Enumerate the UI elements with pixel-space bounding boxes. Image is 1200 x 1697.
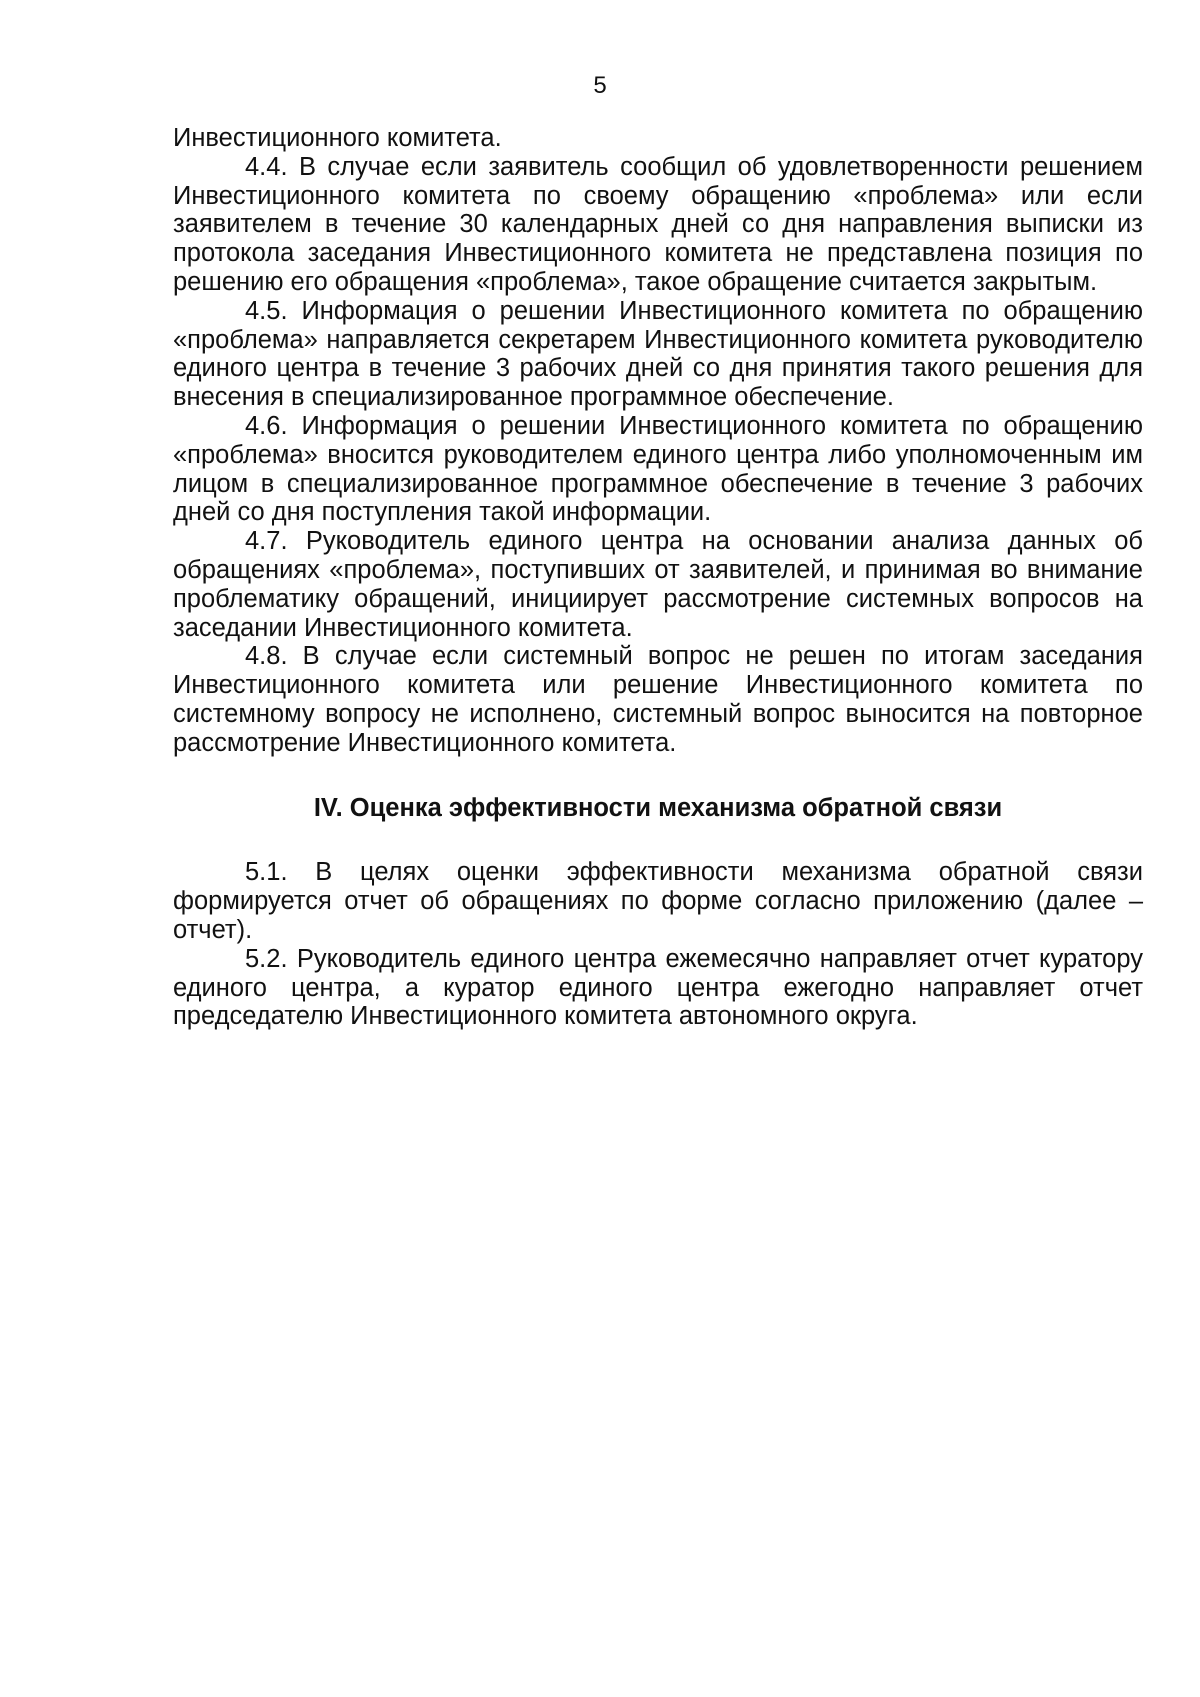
paragraph-5-2: 5.2. Руководитель единого центра ежемесячно направляет отчет куратору единого центра, а куратор единого центра ежегодно направляет отчет председателю Инвестиционного комитета автономного округа. bbox=[173, 944, 1143, 1031]
paragraph-continuation: Инвестиционного комитета. bbox=[173, 124, 502, 152]
paragraph-4-8: 4.8. В случае если системный вопрос не решен по итогам заседания Инвестиционного комитета или решение Инвестиционного комитета по системному вопросу не исполнено, системный вопрос выносится на повторное рассмотрение Инвестиционного комитета. bbox=[173, 642, 1143, 757]
page-number: 5 bbox=[593, 72, 607, 99]
paragraph-4-7: 4.7. Руководитель единого центра на основании анализа данных об обращениях «проблема», поступивших от заявителей, и принимая во внимание проблематику обращений, инициирует рассмотрение системных вопросов на заседании Инвестиционного комитета. bbox=[173, 527, 1143, 642]
document-body bbox=[173, 124, 1143, 1031]
paragraph-5-1: 5.1. В целях оценки эффективности механизма обратной связи формируется отчет об обращениях по форме согласно приложению (далее – отчет). bbox=[173, 858, 1143, 944]
section-heading-iv: IV. Оценка эффективности механизма обратной связи bbox=[313, 793, 1003, 822]
paragraph-4-6: 4.6. Информация о решении Инвестиционного комитета по обращению «проблема» вносится руководителем единого центра либо уполномоченным им лицом в специализированное программное обеспечение в течение 3 рабочих дней со дня поступления такой информации. bbox=[173, 411, 1143, 527]
paragraph-4-5: 4.5. Информация о решении Инвестиционного комитета по обращению «проблема» направляется секретарем Инвестиционного комитета руководителю единого центра в течение 3 рабочих дней со дня принятия такого решения для внесения в специализированное программное обеспечение. bbox=[173, 296, 1143, 412]
paragraph-4-4: 4.4. В случае если заявитель сообщил об удовлетворенности решением Инвестиционного комитета по своему обращению «проблема» или если заявителем в течение 30 календарных дней со дня направления выписки из протокола заседания Инвестиционного комитета не представлена позиция по решению его обращения «проблема», такое обращение считается закрытым. bbox=[173, 152, 1143, 296]
